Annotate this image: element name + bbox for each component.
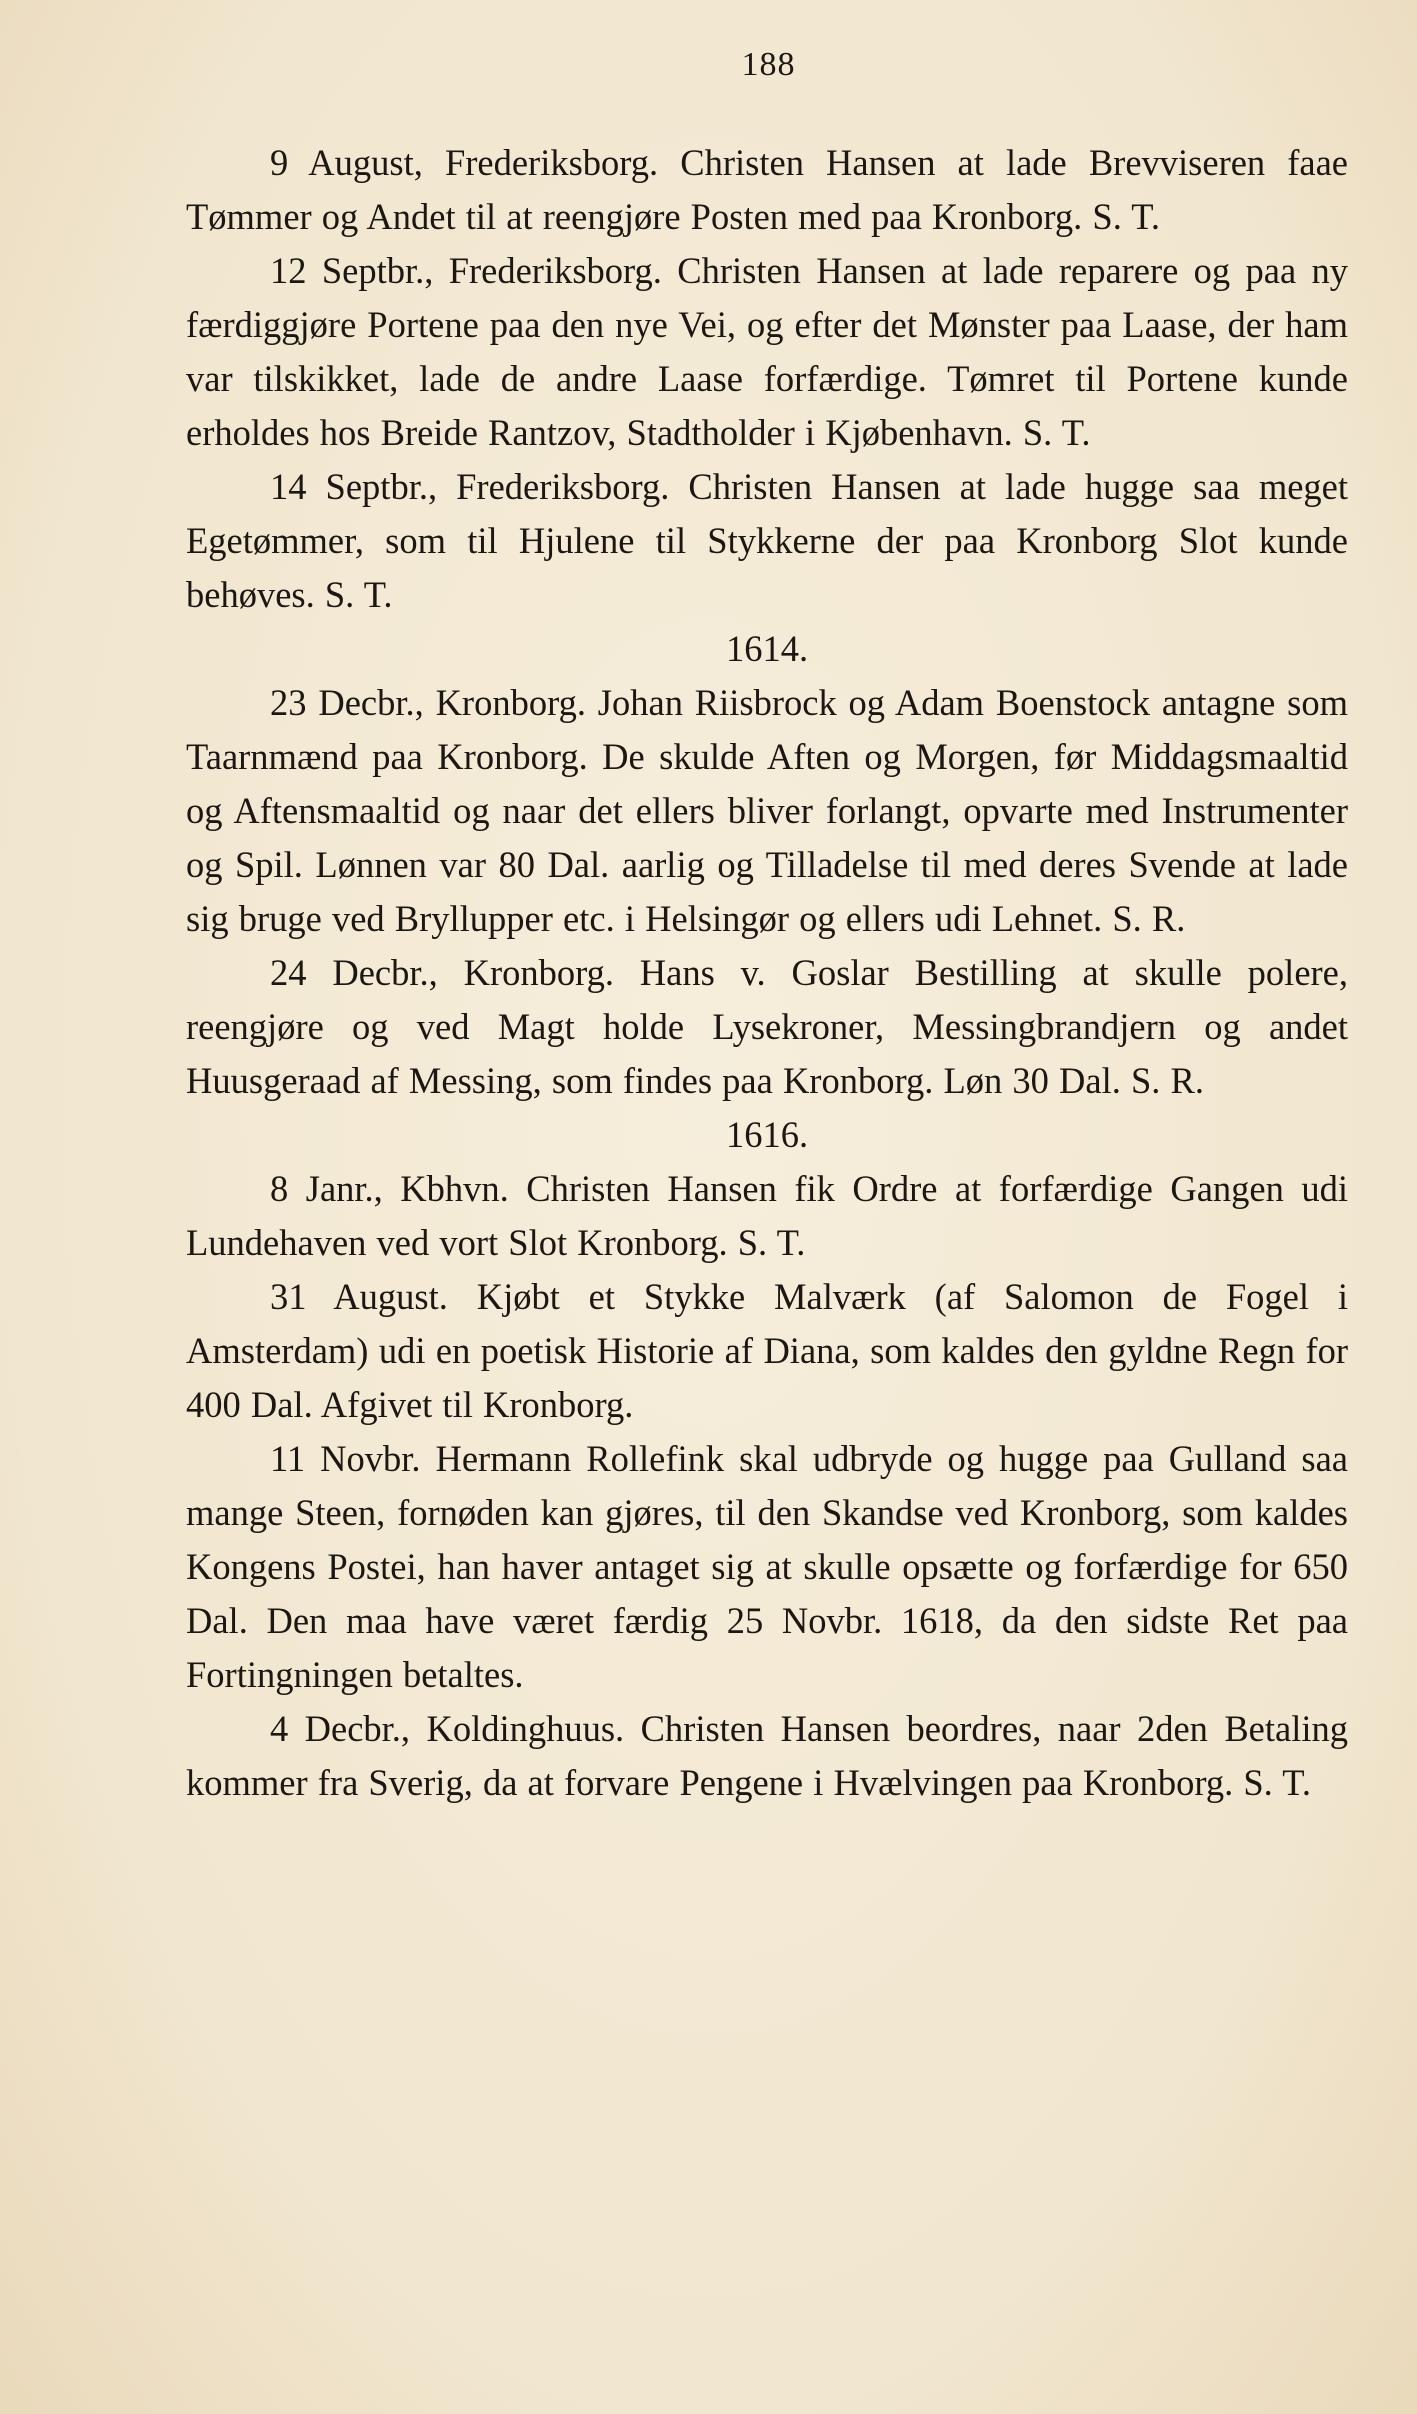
- entry-24-decbr: 24 Decbr., Kronborg. Hans v. Goslar Bestilling at skulle polere, reengjøre og ved Magt holde Lysekroner, Messingbrandjern og andet Huusgeraad af Messing, som findes paa Kronborg. Løn 30 Dal. S. R.: [186, 952, 1348, 1101]
- page-text: [186, 136, 1348, 1810]
- entry-31-august: 31 August. Kjøbt et Stykke Malværk (af Salomon de Fogel i Amsterdam) udi en poetisk Historie af Diana, som kaldes den gyldne Regn for 400 Dal. Afgivet til Kronborg.: [186, 1276, 1348, 1425]
- entry-8-janr: 8 Janr., Kbhvn. Christen Hansen fik Ordre at forfærdige Gangen udi Lundehaven ved vort Slot Kronborg. S. T.: [186, 1168, 1348, 1263]
- entry-12-septbr: 12 Septbr., Frederiksborg. Christen Hansen at lade reparere og paa ny færdiggjøre Portene paa den nye Vei, og efter det Mønster paa Laase, der ham var tilskikket, lade de andre Laase forfærdige. Tømret til Portene kunde erholdes hos Breide Rantzov, Stadtholder i Kjøbenhavn. S. T.: [186, 250, 1348, 453]
- entry-11-novbr: 11 Novbr. Hermann Rollefink skal udbryde og hugge paa Gulland saa mange Steen, fornøden kan gjøres, til den Skandse ved Kronborg, som kaldes Kongens Postei, han haver antaget sig at skulle opsætte og forfærdige for 650 Dal. Den maa have været færdig 25 Novbr. 1618, da den sidste Ret paa Fortingningen betaltes.: [186, 1438, 1348, 1695]
- entry-23-decbr: 23 Decbr., Kronborg. Johan Riisbrock og Adam Boenstock antagne som Taarnmænd paa Kronborg. De skulde Aften og Morgen, før Middagsmaaltid og Aftensmaaltid og naar det ellers bliver forlangt, opvarte med Instrumenter og Spil. Lønnen var 80 Dal. aarlig og Tilladelse til med deres Svende at lade sig bruge ved Bryllupper etc. i Helsingør og ellers udi Lehnet. S. R.: [186, 682, 1348, 939]
- entry-4-decbr: 4 Decbr., Koldinghuus. Christen Hansen beordres, naar 2den Betaling kommer fra Sverig, da at forvare Pengene i Hvælvingen paa Kronborg. S. T.: [186, 1708, 1348, 1803]
- entry-14-septbr: 14 Septbr., Frederiksborg. Christen Hansen at lade hugge saa meget Egetømmer, som til Hjulene til Stykkerne der paa Kronborg Slot kunde behøves. S. T.: [186, 466, 1348, 615]
- year-heading-1616: 1616.: [725, 1114, 809, 1155]
- entry-9-august: 9 August, Frederiksborg. Christen Hansen at lade Brevviseren faae Tømmer og Andet til at reengjøre Posten med paa Kronborg. S. T.: [186, 142, 1348, 237]
- year-heading-1614: 1614.: [725, 628, 809, 669]
- page-number: 188: [741, 46, 796, 83]
